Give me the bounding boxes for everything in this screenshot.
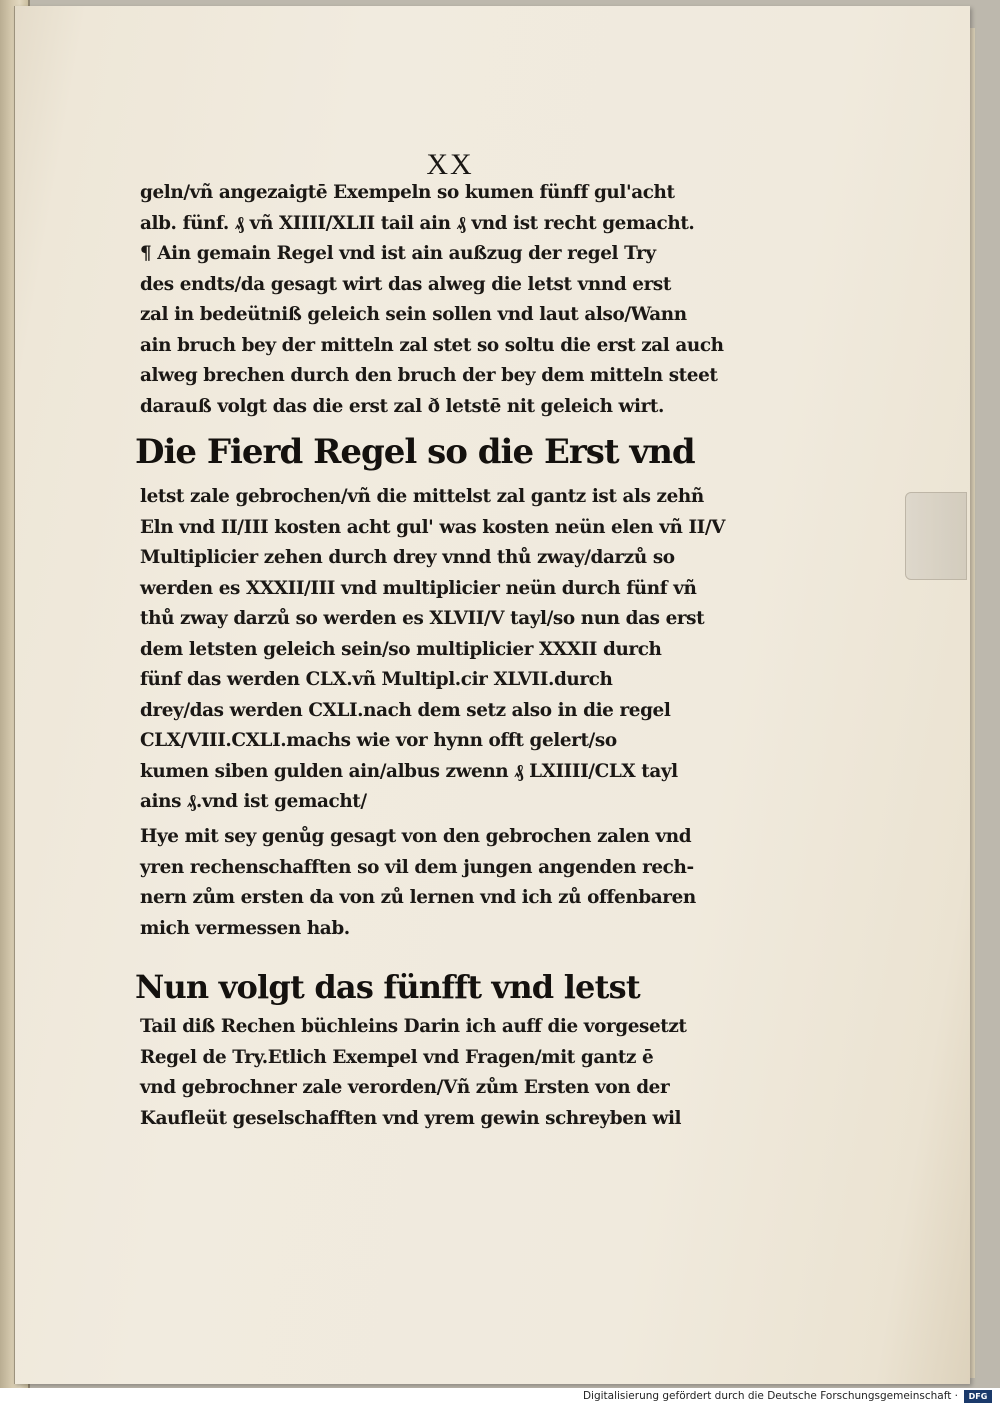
text-line: ain bruch bey der mitteln zal stet so soltu die erst zal auch (140, 334, 724, 356)
paragraph-2 (140, 482, 740, 818)
text-line: Regel de Try.Etlich Exempel vnd Fragen/mit gantz ē (140, 1046, 654, 1068)
paragraph-4 (140, 1012, 740, 1134)
text-line: ains ₰.vnd ist gemacht/ (140, 791, 367, 812)
text-line: fünf das werden CLX.vñ Multipl.cir XLVII.durch (140, 669, 613, 690)
text-line: dem letsten geleich sein/so multiplicier XXXII durch (140, 638, 662, 660)
text-line: yren rechenschafften so vil dem jungen angenden rech- (140, 856, 694, 878)
text-line: drey/das werden CXLI.nach dem setz also in die regel (140, 699, 671, 721)
page-marker-tab (905, 492, 967, 580)
text-line: Multiplicier zehen durch drey vnnd thů zway/darzů so (140, 547, 675, 568)
page-folio: XX (426, 148, 474, 181)
section-heading-fierd-regel: Die Fierd Regel so die Erst vnd (135, 432, 695, 472)
text-line: kumen siben gulden ain/albus zwenn ₰ LXIIII/CLX tayl (140, 760, 678, 782)
text-line: Hye mit sey genůg gesagt von den gebrochen zalen vnd (140, 826, 692, 847)
paragraph-3 (140, 822, 740, 944)
text-line: ¶ Ain gemain Regel vnd ist ain außzug der regel Try (140, 243, 656, 264)
section-heading-nun-volgt: Nun volgt das fünfft vnd letst (135, 968, 640, 1006)
text-line: nern zům ersten da von zů lernen vnd ich zů offenbaren (140, 887, 696, 908)
text-line: geln/vñ angezaigtē Exempeln so kumen fünff gul'acht (140, 182, 675, 203)
text-line: Eln vnd II/III kosten acht gul' was kosten neün elen vñ II/V (140, 516, 726, 538)
text-line: vnd gebrochner zale verorden/Vñ zům Ersten von der (140, 1077, 670, 1098)
text-line: des endts/da gesagt wirt das alweg die letst vnnd erst (140, 273, 671, 295)
text-line: mich vermessen hab. (140, 917, 350, 939)
text-line: CLX/VIII.CXLI.machs wie vor hynn offt gelert/so (140, 730, 617, 751)
text-line: darauß volgt das die erst zal ð letstē nit geleich wirt. (140, 395, 664, 417)
text-line: letst zale gebrochen/vñ die mittelst zal gantz ist als zehñ (140, 486, 704, 507)
text-line: alweg brechen durch den bruch der bey dem mitteln steet (140, 365, 718, 386)
text-line: Tail diß Rechen büchleins Darin ich auff die vorgesetzt (140, 1016, 687, 1037)
dfg-logo-icon: DFG (964, 1390, 992, 1403)
text-line: werden es XXXII/III vnd multiplicier neün durch fünf vñ (140, 577, 697, 599)
text-line: thů zway darzů so werden es XLVII/V tayl/so nun das erst (140, 608, 705, 629)
text-line: Kaufleüt geselschafften vnd yrem gewin schreyben wil (140, 1107, 682, 1129)
text-line: alb. fünf. ₰ vñ XIIII/XLII tail ain ₰ vnd ist recht gemacht. (140, 212, 695, 234)
paragraph-1 (140, 178, 740, 422)
text-line: zal in bedeütniß geleich sein sollen vnd laut also/Wann (140, 304, 687, 325)
footer-credit: Digitalisierung gefördert durch die Deutsche Forschungsgemeinschaft · (582, 1390, 958, 1402)
